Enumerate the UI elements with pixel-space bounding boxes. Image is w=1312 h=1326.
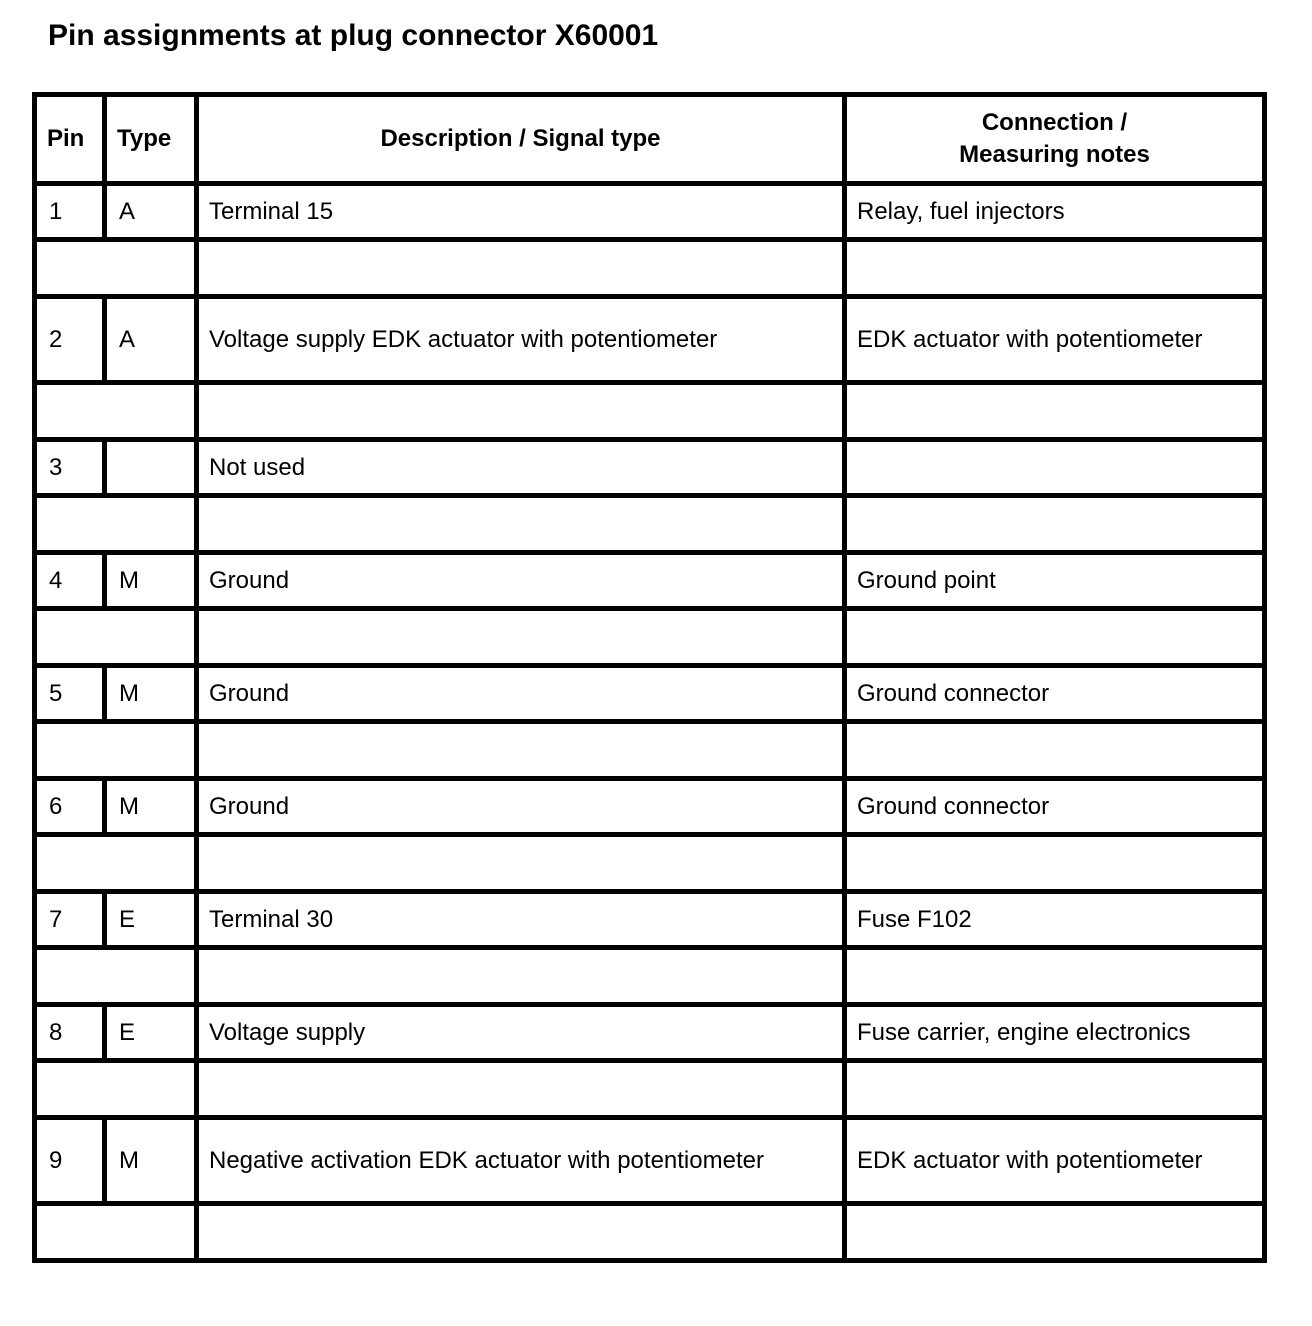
pin-cell: 5 [35, 666, 105, 722]
spacer-cell [197, 835, 845, 892]
description-cell: Ground [197, 779, 845, 835]
spacer-cell [845, 496, 1265, 553]
table-row [35, 184, 1265, 240]
spacer-cell [197, 948, 845, 1005]
spacer-cell [197, 496, 845, 553]
pin-cell: 2 [35, 297, 105, 383]
header-connection-line1: Connection / [981, 109, 1128, 136]
spacer-row [35, 609, 1265, 666]
pin-cell: 7 [35, 892, 105, 948]
type-cell: M [105, 666, 197, 722]
type-cell: M [105, 553, 197, 609]
connection-cell: Ground point [845, 553, 1265, 609]
header-connection [845, 95, 1265, 184]
spacer-row [35, 1204, 1265, 1261]
type-cell: E [105, 892, 197, 948]
type-cell: E [105, 1005, 197, 1061]
table-row [35, 1118, 1265, 1204]
description-cell: Terminal 30 [197, 892, 845, 948]
header-type: Type [105, 95, 197, 184]
table-header-row [35, 95, 1265, 184]
spacer-cell [197, 722, 845, 779]
connection-cell: Ground connector [845, 666, 1265, 722]
spacer-cell [197, 1061, 845, 1118]
spacer-cell [845, 609, 1265, 666]
spacer-row [35, 496, 1265, 553]
spacer-cell [845, 240, 1265, 297]
pin-cell: 6 [35, 779, 105, 835]
connection-cell: Relay, fuel injectors [845, 184, 1265, 240]
description-cell: Not used [197, 440, 845, 496]
connection-cell: Fuse F102 [845, 892, 1265, 948]
table-row [35, 892, 1265, 948]
pin-cell: 9 [35, 1118, 105, 1204]
table-row [35, 553, 1265, 609]
pin-cell: 3 [35, 440, 105, 496]
spacer-row [35, 240, 1265, 297]
spacer-cell [35, 383, 197, 440]
spacer-cell [845, 1061, 1265, 1118]
type-cell: M [105, 779, 197, 835]
connection-cell: EDK actuator with potentiometer [845, 297, 1265, 383]
table-row [35, 440, 1265, 496]
spacer-cell [35, 1061, 197, 1118]
spacer-cell [845, 722, 1265, 779]
spacer-cell [35, 835, 197, 892]
pin-cell: 4 [35, 553, 105, 609]
spacer-cell [197, 383, 845, 440]
pin-assignment-table [32, 92, 1267, 1263]
table-row [35, 779, 1265, 835]
header-pin: Pin [35, 95, 105, 184]
spacer-cell [845, 835, 1265, 892]
spacer-cell [35, 948, 197, 1005]
type-cell: M [105, 1118, 197, 1204]
description-cell: Voltage supply [197, 1005, 845, 1061]
spacer-cell [845, 948, 1265, 1005]
pin-cell: 8 [35, 1005, 105, 1061]
spacer-row [35, 383, 1265, 440]
spacer-cell [35, 1204, 197, 1261]
spacer-cell [35, 240, 197, 297]
type-cell: A [105, 297, 197, 383]
spacer-cell [845, 1204, 1265, 1261]
spacer-cell [35, 609, 197, 666]
table-row [35, 1005, 1265, 1061]
connection-cell: EDK actuator with potentiometer [845, 1118, 1265, 1204]
description-cell: Terminal 15 [197, 184, 845, 240]
spacer-row [35, 948, 1265, 1005]
spacer-row [35, 1061, 1265, 1118]
table-row [35, 297, 1265, 383]
description-cell: Negative activation EDK actuator with potentiometer [197, 1118, 845, 1204]
page-title: Pin assignments at plug connector X60001 [48, 19, 659, 52]
spacer-cell [845, 383, 1265, 440]
connection-cell: Ground connector [845, 779, 1265, 835]
spacer-row [35, 835, 1265, 892]
header-description: Description / Signal type [197, 95, 845, 184]
connection-cell: Fuse carrier, engine electronics [845, 1005, 1265, 1061]
table-row [35, 666, 1265, 722]
connection-cell [845, 440, 1265, 496]
description-cell: Ground [197, 553, 845, 609]
type-cell: A [105, 184, 197, 240]
spacer-cell [197, 609, 845, 666]
spacer-cell [35, 722, 197, 779]
description-cell: Ground [197, 666, 845, 722]
spacer-cell [197, 1204, 845, 1261]
type-cell [105, 440, 197, 496]
spacer-cell [35, 496, 197, 553]
spacer-cell [197, 240, 845, 297]
description-cell: Voltage supply EDK actuator with potentiometer [197, 297, 845, 383]
spacer-row [35, 722, 1265, 779]
pin-cell: 1 [35, 184, 105, 240]
header-connection-line2: Measuring notes [959, 141, 1150, 168]
